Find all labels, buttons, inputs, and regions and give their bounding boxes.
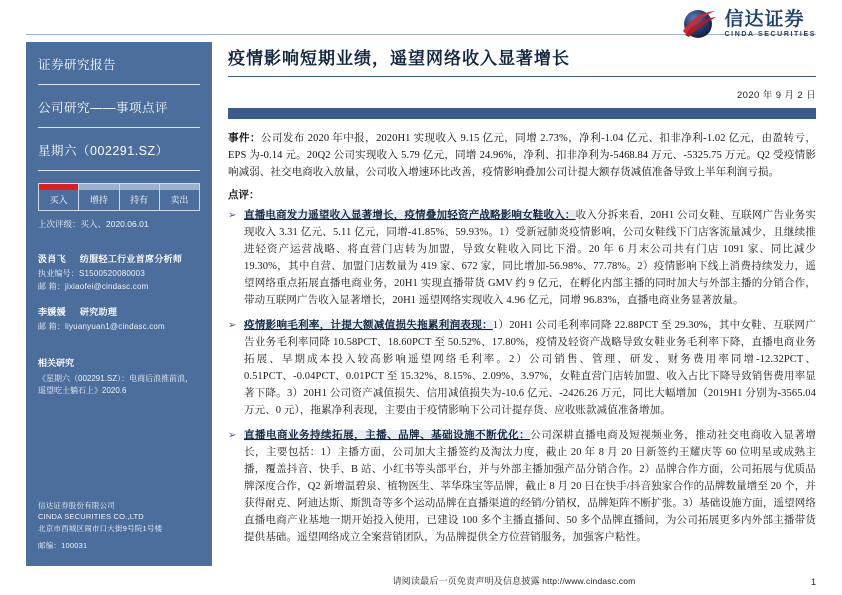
analyst-1-license-value: S1500520080003 — [79, 269, 145, 278]
bullet-item-2 — [228, 317, 816, 419]
logo-text-en: CINDA SECURITIES — [724, 31, 816, 38]
rating-button-hold[interactable]: 持有 — [120, 190, 160, 210]
analyst-2-title: 研究助理 — [79, 307, 118, 317]
footer-disclaimer-line — [26, 574, 816, 587]
bullet-lead-2: 疫情影响毛利率，计提大额减值损失拖累利润表现： — [244, 320, 493, 331]
sidebar-divider-3 — [38, 170, 200, 171]
sidebar-company-name: 星期六（002291.SZ） — [38, 144, 169, 158]
bullet-arrow-icon-2: ➢ — [228, 320, 237, 331]
logo-sphere-icon — [678, 8, 718, 40]
analyst-1-license-label: 执业编号： — [38, 269, 79, 278]
logo-mark-icon — [678, 8, 718, 40]
footer-page-number: 1 — [810, 577, 816, 587]
rating-widget[interactable] — [38, 183, 200, 230]
analyst-1-name-title — [38, 252, 200, 265]
related-research-block — [38, 356, 200, 396]
analyst-2-email — [38, 321, 200, 332]
address-company-cn: 信达证券股份有限公司 — [38, 500, 115, 510]
event-text: 公司发布 2020 年中报，2020H1 实现收入 9.15 亿元，同增 2.73%，净利-1.04 亿元、扣非净利-1.02 亿元，由盈转亏，EPS 为-0.14 元。20Q2 公司实现收入 5.79 亿元，同增 24.96%，净利、扣非净利为-5468.84 万元、-5325.75 万元。Q2 受疫情影响减弱、社交电商收入放量，公司收入增速环比改善，疫情影响叠加公司计提大额存货减值准备导致上半年利润亏损。 — [228, 133, 816, 178]
bullet-text-3: 公司深耕直播电商及短视频业务，推动社交电商收入显著增长，主要包括：1）主播方面，公司加大主播签约及淘汰力度，截止 20 年 8 月 20 日新签约王耀庆等 60 位明星或成熟主播，覆盖抖音、快手、B 站、小红书等头部平台，并与外部主播加强产品分销合作。2）品牌合作方面，公司拓展与优质品牌深度合作，Q2 新增温碧泉、植物医生、莘华珠宝等品牌，截止 8 月 20 日在快手/抖音独家合作的品牌数量增至 20 个，并获得耐克、阿迪达斯、斯凯奇等多个运动品牌在直播渠道的经销/分销权，品牌矩阵不断扩张。3）基础设施方面，遥望网络直播电商产业基地一期开始投入使用，已建设 100 多个主播直播间、50 多个品牌直播间，为公司拓展更多内外部主播带货提供基础。遥望网络成立全案营销团队，为品牌提供全方位营销服务，加强客户粘性。 — [244, 430, 816, 543]
analyst-spacer — [38, 294, 200, 305]
bullet-body-3 — [244, 427, 816, 546]
main-content — [228, 44, 816, 554]
address-company-en: CINDA SECURITIES CO.,LTD — [38, 512, 144, 522]
analyst-1-email-label: 邮 箱： — [38, 282, 66, 291]
rating-button-sell[interactable]: 卖出 — [170, 195, 189, 205]
report-date: 2020 年 9 月 2 日 — [737, 90, 816, 101]
section-accent-bar — [228, 108, 816, 119]
bullet-text-1: 收入分拆来看，20H1 公司女鞋、互联网广告业务实现收入 3.31 亿元、5.11 亿元，同增-41.85%、59.93%。1）受新冠肺炎疫情影响，公司女鞋线下门店客流量减少，且继续推进轻资产运营战略、将直营门店转为加盟，导致女鞋收入同比下滑。20 年 6 月末公司共有门店 1091 家、同比减少 19.30%，其中自营、加盟门店数量为 419 家、672 家，同比增加-56.98%、77.78%。2）疫情影响下线上消费持续发力，遥望网络重点拓展直播电商业务，20H1 实现直播带货 GMV 约 9 亿元，在孵化内部主播的同时加大与外部主播的分销合作，带动互联网广告收入显著增长，20H1 遥望网络实现收入 4.96 亿元，同增 96.83%，直播电商业务显著放量。 — [244, 210, 816, 306]
title-underline — [228, 76, 816, 77]
footer-url[interactable]: http://www.cindasc.com — [542, 576, 636, 586]
related-research-item[interactable]: 《星期六（002291.SZ）：电商后浪推前浪，遥望吃土躺石上》2020.6 — [38, 374, 194, 395]
analyst-1-license — [38, 268, 200, 279]
analyst-2-name: 李媛媛 — [38, 307, 66, 317]
address-street: 北京市西城区闹市口大街9号院1号楼 — [38, 523, 163, 533]
event-paragraph — [228, 130, 816, 181]
address-postcode-label: 邮编： — [38, 541, 62, 551]
logo-text — [725, 10, 816, 38]
rating-indicator-bars — [38, 183, 200, 190]
footer-disclaimer: 请阅读最后一页免责声明及信息披露 — [392, 576, 540, 586]
rating-button-buy[interactable]: 买入 — [39, 190, 79, 210]
analyst-1-name: 汲肖飞 — [38, 254, 66, 264]
analyst-block — [38, 252, 200, 332]
related-research-title: 相关研究 — [38, 358, 75, 368]
sidebar-report-type: 证券研究报告 — [38, 58, 117, 72]
bullet-arrow-icon-1: ➢ — [228, 210, 237, 221]
analyst-2-email-value[interactable]: liyuanyuan1@cindasc.com — [65, 322, 165, 331]
logo-text-cn: 信达证券 — [724, 9, 805, 30]
bullet-lead-3: 直播电商业务持续拓展，主播、品牌、基础设施不断优化： — [244, 430, 531, 441]
previous-rating: 上次评级：买入、2020.06.01 — [38, 219, 149, 229]
event-label: 事件： — [228, 133, 261, 144]
bullet-item-1 — [228, 207, 816, 309]
address-postcode-value: 100031 — [61, 541, 88, 551]
bullet-body-1 — [244, 207, 816, 309]
bullet-arrow-icon-3: ➢ — [228, 430, 237, 441]
rating-button-overweight[interactable]: 增持 — [79, 190, 119, 210]
bullet-lead-1: 直播电商发力遥望收入显著增长，疫情叠加轻资产战略影响女鞋收入： — [244, 210, 576, 221]
sidebar — [26, 42, 212, 566]
sidebar-research-category: 公司研究——事项点评 — [38, 101, 169, 115]
page-title: 疫情影响短期业绩，遥望网络收入显著增长 — [228, 49, 570, 68]
analyst-1-email — [38, 281, 200, 292]
analyst-2-name-title — [38, 305, 200, 318]
comment-label: 点评： — [228, 190, 260, 201]
analyst-2-email-label: 邮 箱： — [38, 322, 66, 331]
cinda-logo — [678, 8, 816, 40]
company-address-block — [38, 500, 206, 553]
address-postcode — [38, 540, 206, 552]
analyst-1-email-value[interactable]: jixiaofei@cindasc.com — [65, 282, 149, 291]
bullet-text-2: 1）20H1 公司毛利率同降 22.88PCT 至 29.30%，其中女鞋、互联网广告业务毛利率同降 10.58PCT、18.60PCT 至 50.52%、17.80%，疫情及轻资产战略导致女鞋业务毛利率下降，直播电商业务拓展、早期成本投入较高影响遥望网络毛利率。2）公司销售、管理、研发、财务费用率同增-12.32PCT、0.51PCT、-0.04PCT、0.01PCT 至 15.32%、8.15%、2.09%、3.97%，女鞋直营门店转加盟、收入占比下降导致销售费用率显著下降。3）20H1 公司资产减值损失、信用减值损失为-10.6 亿元、-2426.26 万元，同比大幅增加（2019H1 分别为-3565.04 万元、0 元），拖累净利表现，主要由于疫情影响下公司计提存货、应收账款减值准备增加。 — [244, 320, 816, 416]
page-footer — [0, 574, 842, 587]
bullet-item-3 — [228, 427, 816, 546]
bullet-body-2 — [244, 317, 816, 419]
analyst-1-title: 纺服轻工行业首席分析师 — [79, 254, 183, 264]
rating-buttons[interactable] — [38, 190, 200, 211]
